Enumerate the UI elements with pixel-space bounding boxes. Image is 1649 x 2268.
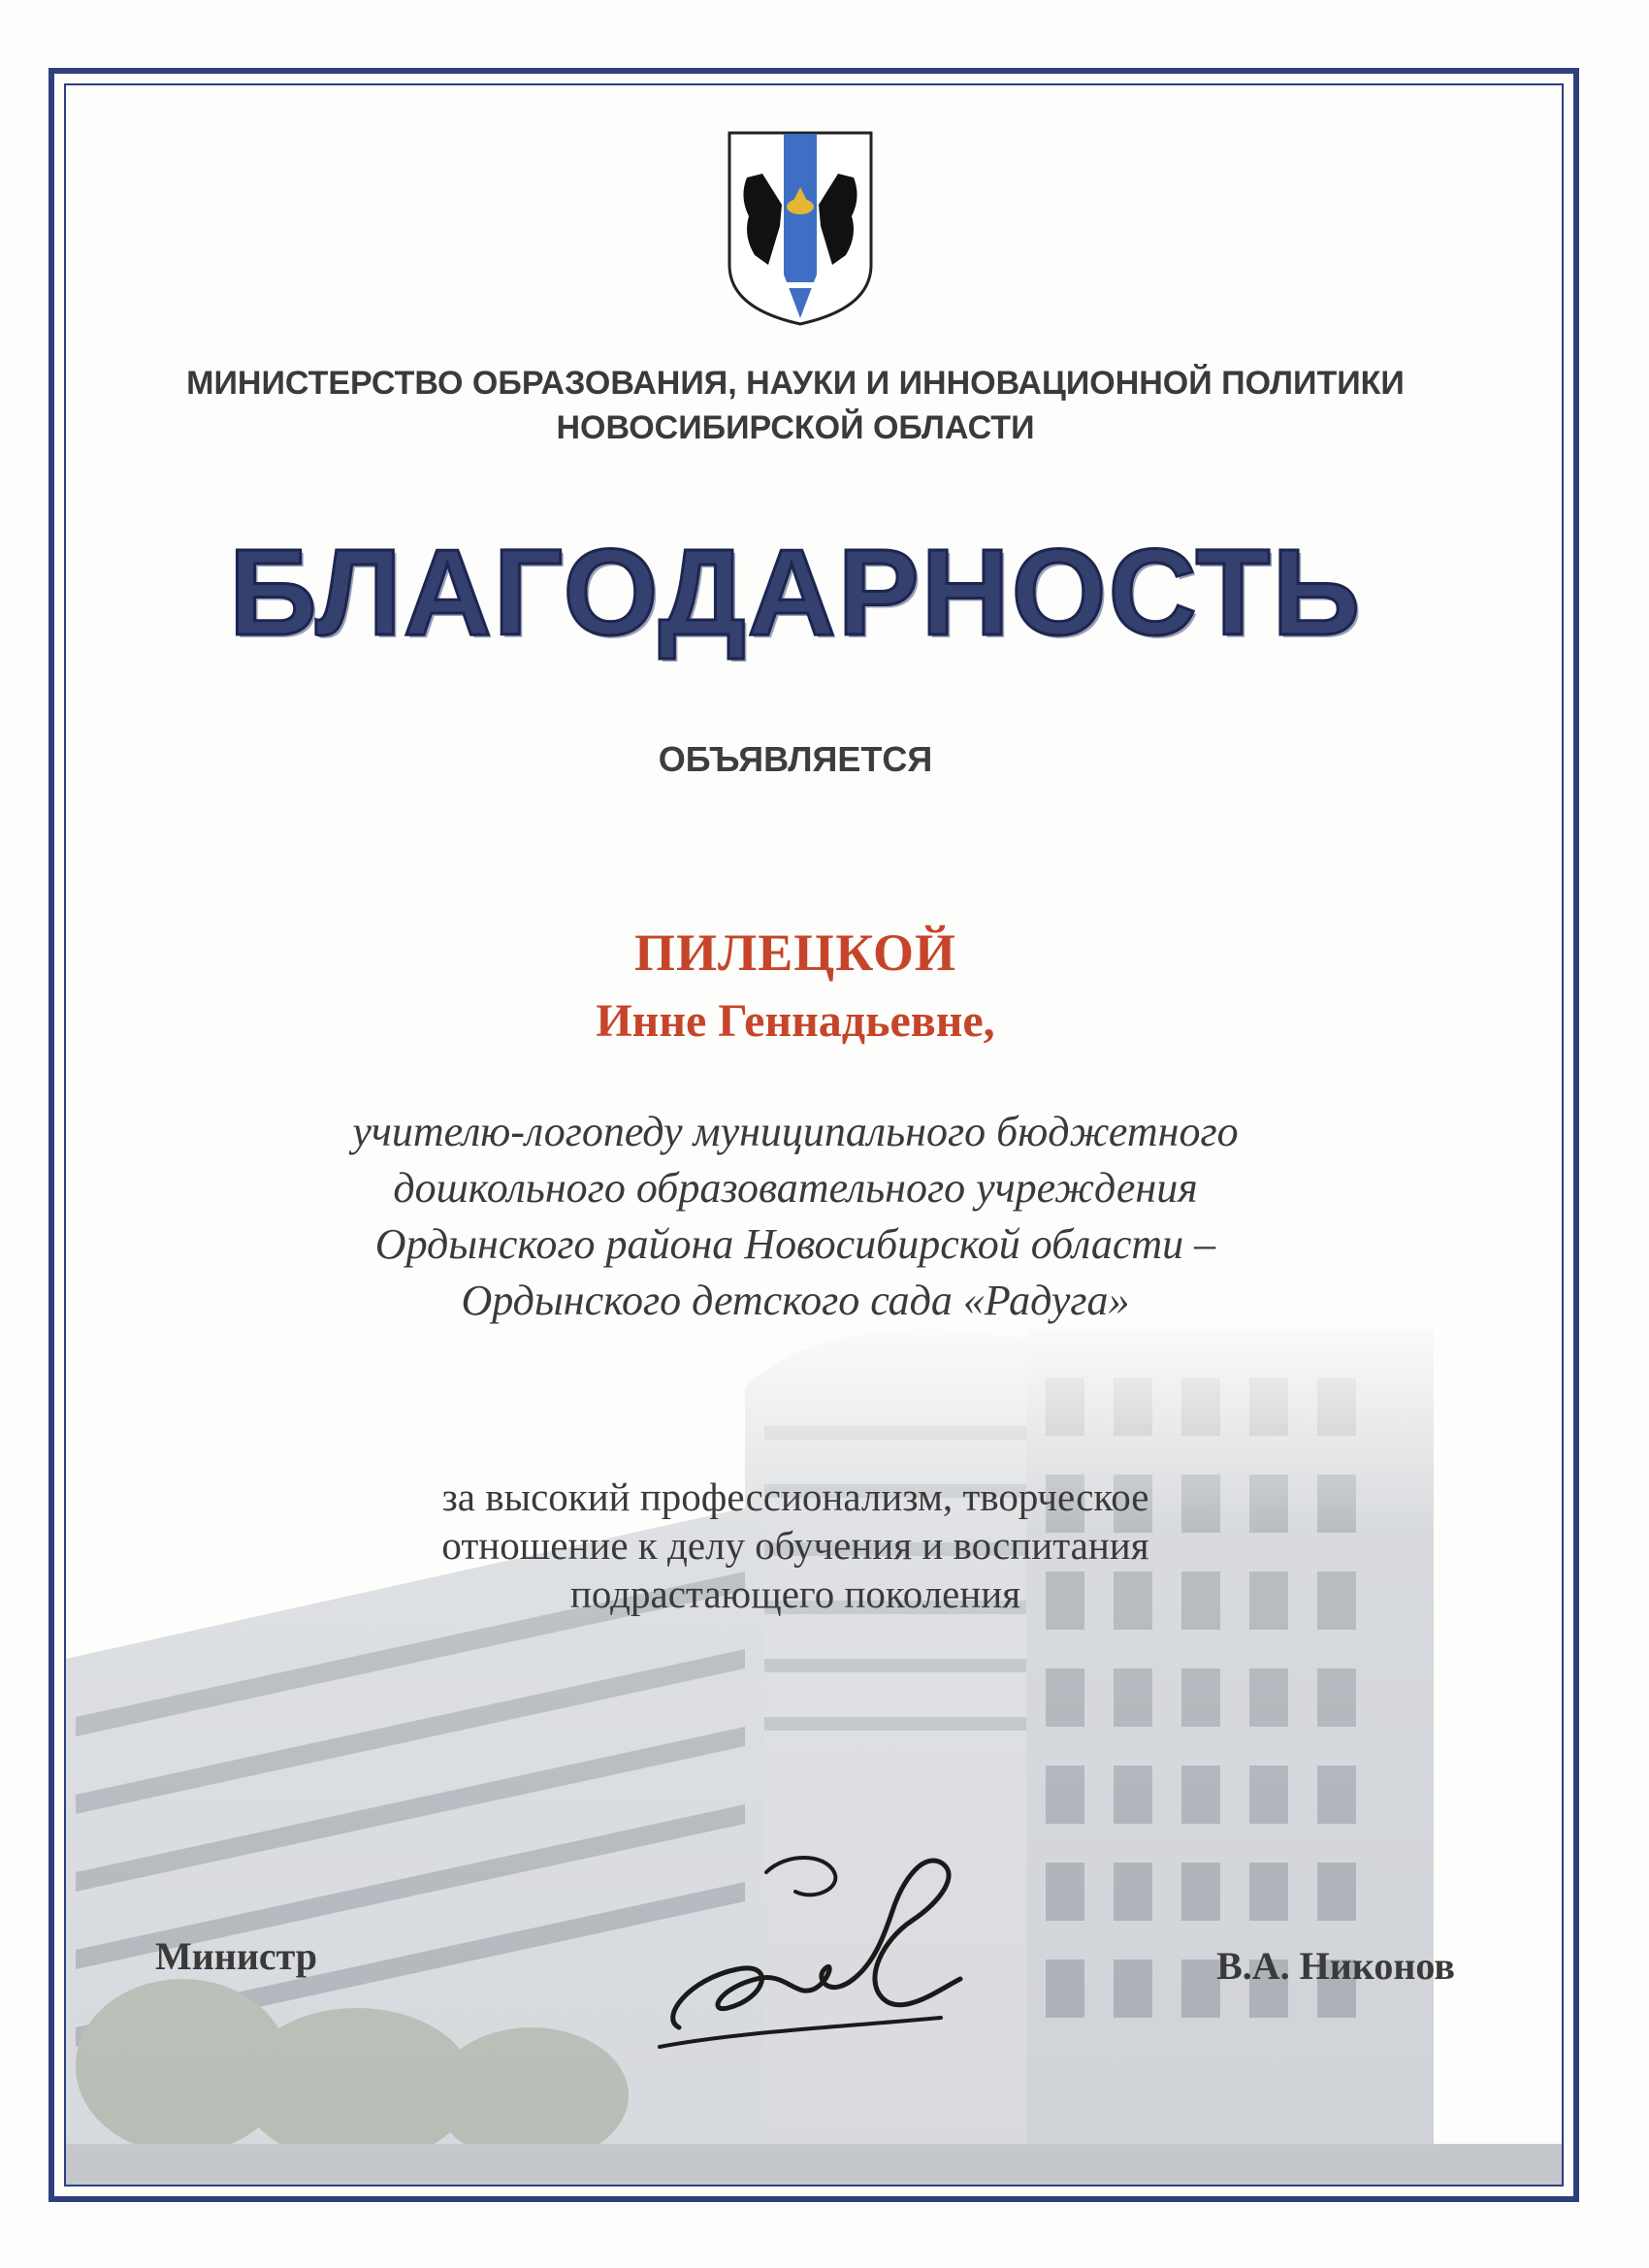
- position-line: дошкольного образовательного учреждения: [393, 1164, 1198, 1212]
- signature-image: [621, 1833, 989, 2066]
- reason-line: за высокий профессионализм, творческое: [441, 1474, 1149, 1519]
- position-line: учителю-логопеду муниципального бюджетного: [352, 1108, 1239, 1155]
- reason-line: отношение к делу обучения и воспитания: [441, 1523, 1149, 1568]
- signatory-name: В.А. Никонов: [1216, 1944, 1455, 1988]
- ministry-line-1: МИНИСТЕРСТВО ОБРАЗОВАНИЯ, НАУКИ И ИННОВАЦИОННОЙ ПОЛИТИКИ: [186, 365, 1405, 402]
- signatory-role: Министр: [155, 1934, 318, 1978]
- recipient-surname: ПИЛЕЦКОЙ: [633, 923, 957, 982]
- position-line: Ордынского детского сада «Радуга»: [461, 1277, 1130, 1324]
- recipient-position: [78, 1104, 1513, 1329]
- announce-text: ОБЪЯВЛЯЕТСЯ: [658, 739, 933, 779]
- position-line: Ордынского района Новосибирской области –: [374, 1220, 1216, 1268]
- award-reason: [78, 1473, 1513, 1618]
- ministry-name: [78, 361, 1513, 450]
- recipient-name: [78, 920, 1513, 1053]
- reason-line: подрастающего поколения: [569, 1571, 1021, 1616]
- coat-of-arms-icon: [726, 129, 875, 328]
- recipient-given-names: Инне Геннадьевне,: [596, 995, 995, 1047]
- document-title: БЛАГОДАРНОСТЬ: [228, 524, 1363, 661]
- ministry-line-2: НОВОСИБИРСКОЙ ОБЛАСТИ: [556, 409, 1035, 446]
